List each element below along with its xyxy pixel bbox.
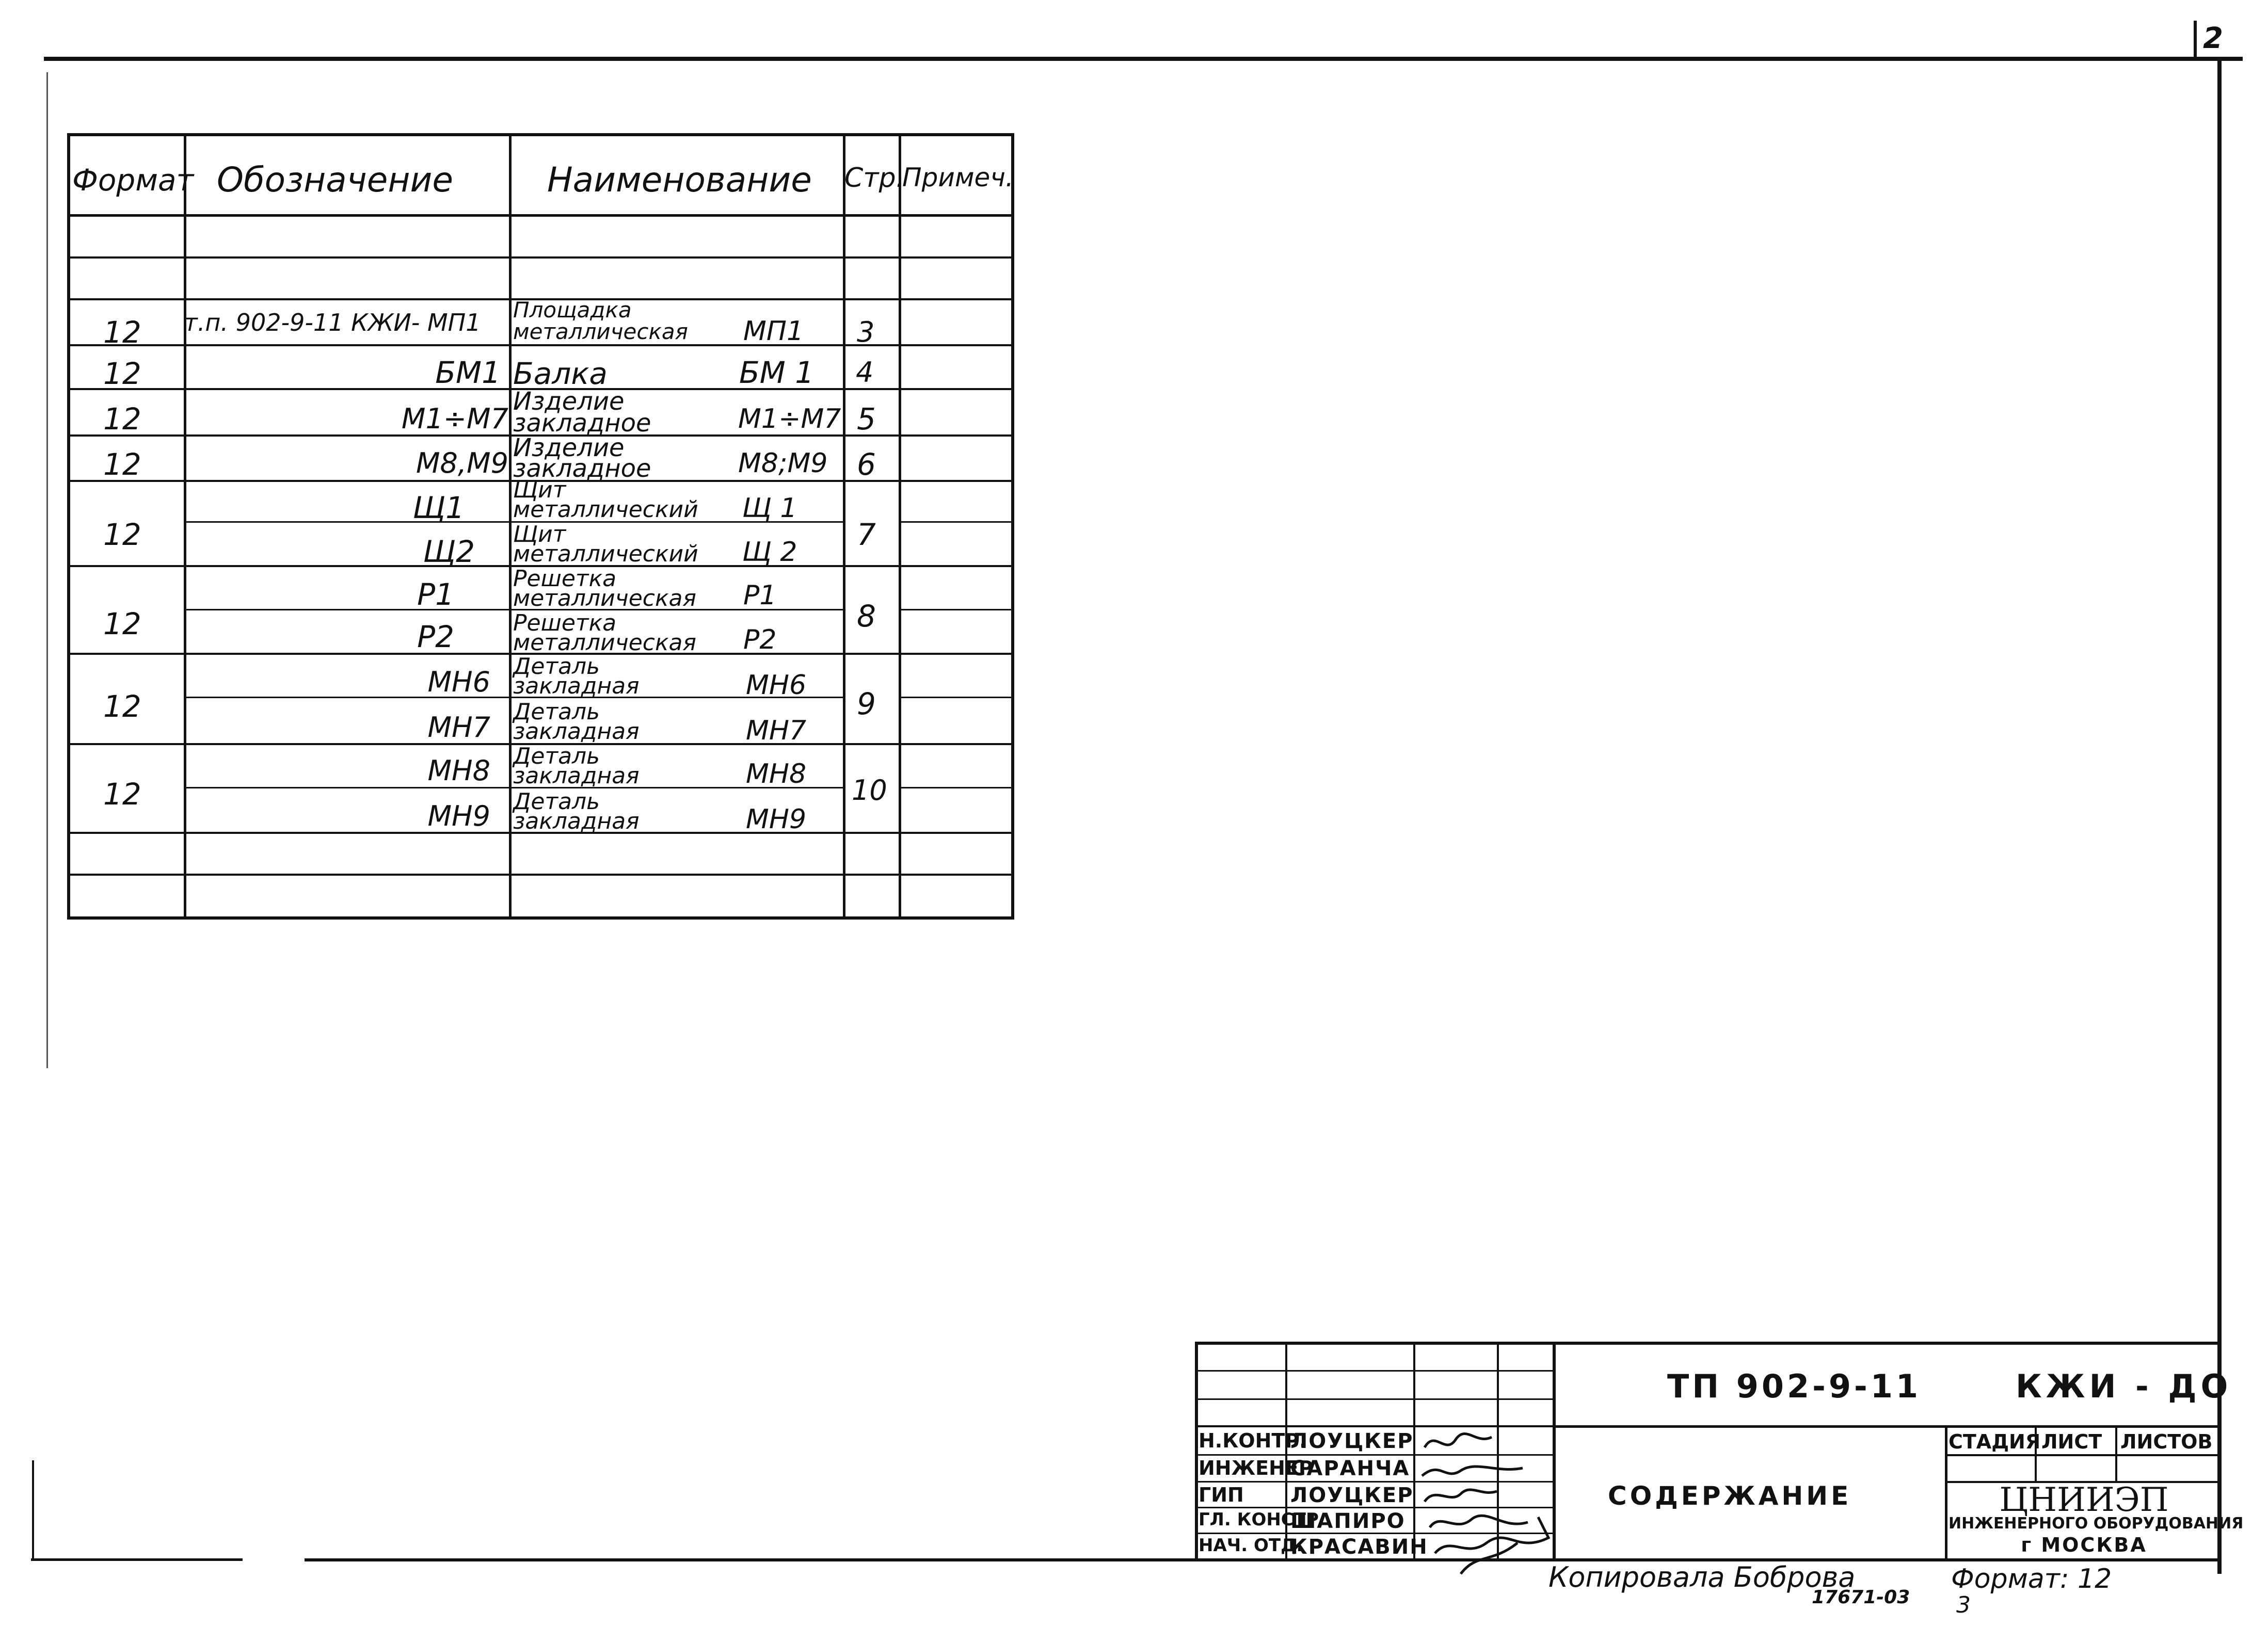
row12-name-line2: закладная	[513, 808, 640, 834]
frame-bottom-left-line	[31, 1558, 243, 1561]
row-line-r8a-note	[901, 787, 1011, 788]
row7-mark: Р1	[743, 580, 777, 611]
frame-right-line	[2217, 57, 2222, 1574]
row9-format: 12	[103, 689, 141, 724]
row1-designation: т.п. 902-9-11 КЖИ- МП1	[184, 309, 481, 336]
row4-page: 6	[857, 447, 876, 482]
col-line-4	[899, 133, 901, 920]
row7-page: 8	[857, 599, 876, 634]
col-line-2	[509, 133, 512, 920]
tb-stage-col2	[2115, 1425, 2117, 1481]
row4-name-line1: Изделие	[513, 433, 625, 462]
row8-mark: Р2	[743, 624, 777, 655]
row6-name-line2: металлический	[513, 541, 698, 567]
row9-mark: МН6	[746, 670, 807, 701]
row6-mark: Щ 2	[742, 537, 797, 568]
row11-designation: МН8	[427, 754, 490, 787]
row7-designation: Р1	[417, 577, 454, 612]
row9-name-line1: Деталь	[513, 653, 600, 680]
sign-role-1: Н.КОНТР.	[1199, 1429, 1307, 1452]
row4-name-line2: закладное	[513, 454, 651, 483]
row-line-r7a-note	[901, 697, 1011, 698]
project-code: ТП 902-9-11	[1667, 1367, 1922, 1405]
sign-role-4: ГЛ. КОНСТР	[1199, 1509, 1319, 1530]
row9-page: 9	[857, 686, 876, 721]
header-page: Стр.	[844, 163, 905, 194]
frame-top-line	[44, 57, 2243, 61]
row3-format: 12	[103, 401, 141, 437]
row8-designation: Р2	[417, 619, 454, 654]
row11-mark: МН8	[746, 759, 807, 790]
row3-designation: М1÷М7	[401, 402, 508, 435]
row11-name-line1: Деталь	[513, 743, 600, 769]
row4-mark: М8;М9	[738, 448, 828, 479]
row3-page: 5	[857, 401, 876, 437]
sign-role-5: НАЧ. ОТД.	[1199, 1535, 1303, 1556]
sign-name-5: КРАСАВИН	[1290, 1535, 1428, 1559]
tb-code-bottom	[1553, 1425, 2222, 1428]
row5-format: 12	[103, 517, 141, 552]
row-line-blank1	[67, 256, 1014, 259]
doc-code: КЖИ - ДО	[2016, 1367, 2232, 1405]
frame-bottom-line	[305, 1558, 2222, 1561]
row-line-r6a-note	[901, 609, 1011, 610]
tb-row-1	[1195, 1370, 1553, 1372]
row2-format: 12	[103, 356, 141, 391]
sheet-title: СОДЕРЖАНИЕ	[1608, 1481, 1852, 1511]
row1-page: 3	[857, 316, 875, 348]
table-border-top	[67, 133, 1014, 136]
col-line-3	[843, 133, 845, 920]
row9-name-line2: закладная	[513, 673, 640, 699]
org-name: ЦНИИЭП	[1999, 1481, 2169, 1519]
row3-mark: М1÷М7	[738, 404, 841, 434]
row5-page: 7	[857, 517, 876, 552]
org-sub: ИНЖЕНЕРНОГО ОБОРУДОВАНИЯ	[1948, 1515, 2244, 1533]
format-label: Формат: 12	[1951, 1564, 2112, 1594]
sign-name-2: САРАНЧА	[1290, 1457, 1410, 1480]
tb-border-left	[1195, 1342, 1198, 1560]
signature-scribbles	[1414, 1424, 1569, 1594]
row12-designation: МН9	[427, 800, 490, 832]
row5-mark: Щ 1	[742, 493, 797, 524]
row-line-header	[67, 214, 1014, 217]
sheet-number: 2	[2203, 22, 2223, 55]
row3-name-line1: Изделие	[513, 387, 625, 416]
sign-name-4: ШАПИРО	[1290, 1509, 1405, 1533]
row-line-r5a-note	[901, 521, 1011, 523]
sign-name-3: ЛОУЦКЕР	[1290, 1484, 1414, 1507]
row2-name-line1: Балка	[513, 356, 608, 391]
row9-designation: МН6	[427, 666, 490, 698]
row10-name-line1: Деталь	[513, 699, 600, 725]
row2-page: 4	[856, 356, 874, 389]
row4-designation: М8,М9	[416, 447, 508, 479]
tb-row-2	[1195, 1398, 1553, 1400]
row6-designation: Щ2	[423, 534, 475, 569]
header-designation: Обозначение	[217, 160, 453, 200]
row3-name-line2: закладное	[513, 409, 651, 438]
sign-role-2: ИНЖЕНЕР	[1199, 1457, 1313, 1479]
tb-stage-left	[1945, 1425, 1947, 1560]
row2-mark: БМ 1	[739, 355, 814, 390]
table-border-left	[67, 133, 70, 920]
row1-format: 12	[103, 315, 141, 350]
frame-bottom-left-tick	[32, 1460, 34, 1561]
sign-name-1: ЛОУЦКЕР	[1290, 1429, 1414, 1453]
row10-designation: МН7	[427, 711, 490, 744]
row5-name-line2: металлический	[513, 496, 698, 523]
frame-left-line	[46, 72, 48, 1068]
row8-name-line1: Решетка	[513, 610, 617, 636]
row1-name-line1: Площадка	[513, 297, 632, 323]
sign-role-3: ГИП	[1199, 1484, 1244, 1506]
inventory-number: 17671-03	[1812, 1587, 1910, 1608]
row4-format: 12	[103, 447, 141, 482]
tb-stage-row1	[1945, 1454, 2222, 1456]
stage-label: СТАДИЯ	[1948, 1430, 2041, 1453]
row10-name-line2: закладная	[513, 718, 640, 745]
format-sub: 3	[1956, 1592, 1971, 1618]
row12-mark: МН9	[746, 804, 807, 835]
row11-name-line2: закладная	[513, 763, 640, 789]
row10-mark: МН7	[746, 715, 807, 746]
row12-name-line1: Деталь	[513, 788, 600, 815]
table-border-right	[1011, 133, 1014, 920]
row11-format: 12	[103, 777, 141, 812]
row5-designation: Щ1	[412, 490, 465, 525]
tb-border-top	[1195, 1342, 2222, 1345]
row7-name-line1: Решетка	[513, 566, 617, 592]
row7-name-line2: металлическая	[513, 585, 696, 611]
row5-name-line1: Щит	[513, 477, 566, 503]
sheet-label: ЛИСТ	[2041, 1430, 2102, 1453]
row11-page: 10	[852, 774, 887, 807]
row7-format: 12	[103, 606, 141, 641]
org-city: г МОСКВА	[2021, 1534, 2147, 1556]
header-note: Примеч.	[902, 163, 1014, 192]
row1-mark: МП1	[743, 316, 804, 347]
row6-name-line1: Щит	[513, 521, 566, 547]
row-line-blank3	[67, 874, 1014, 876]
copied-by: Копировала Боброва	[1548, 1561, 1856, 1593]
row1-name-line2: металлическая	[513, 319, 688, 344]
row2-designation: БМ1	[435, 355, 501, 390]
sheets-label: ЛИСТОВ	[2120, 1430, 2213, 1453]
row8-name-line2: металлическая	[513, 630, 696, 656]
table-border-bottom	[67, 916, 1014, 920]
header-name: Наименование	[547, 160, 812, 200]
col-line-1	[184, 133, 186, 920]
sheet-number-divider	[2194, 21, 2197, 61]
header-format: Формат	[72, 163, 194, 198]
